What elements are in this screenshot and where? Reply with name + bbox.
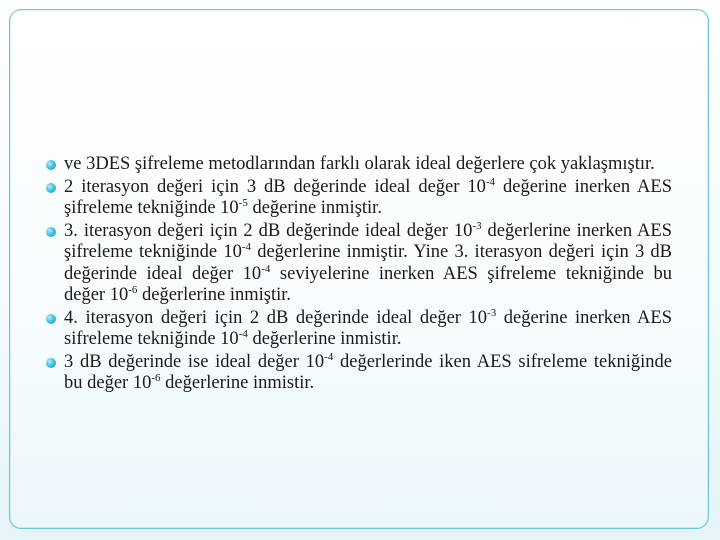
bullet-text: değerlerine inmiştir. [137,285,292,305]
bullet-item [46,308,672,351]
bullet-text: değerine inerken AES sifreleme tekniğinde 10 [64,307,672,349]
bullet-item [46,221,672,307]
exponent: -4 [261,262,271,275]
bullet-text: değerlerinde iken AES sifreleme tekniğinde bu değer 10 [64,351,672,393]
bullet-item [46,154,672,176]
bullet-dot-icon [46,183,56,193]
bullet-text: değerine inerken AES şifreleme tekniğinde 10 [64,176,672,218]
exponent: -4 [238,327,248,340]
bullet-dot-icon [46,314,56,324]
bullet-text: 2 iterasyon değeri için 3 dB değerinde ideal değer 10 [64,176,486,197]
bullet-item [46,177,672,220]
bullet-text: değerlerine inmiştir. Yine 3. iterasyon değeri için 3 dB değerinde ideal değer 10 [64,242,672,284]
exponent: -3 [487,306,497,319]
bullet-text: değerlerine inmistir. [247,329,402,349]
exponent: -4 [241,240,252,253]
bullet-list [46,154,672,395]
bullet-text: ve 3DES şifreleme metodlarından farklı olarak ideal değerlere çok yaklaşmıştır. [64,154,655,174]
exponent: -6 [128,283,138,296]
bullet-item [46,352,672,395]
bullet-text: 4. iterasyon değeri için 2 dB değerinde ideal değer 10 [64,307,488,328]
bullet-text: değerine inmiştir. [247,198,382,218]
bullet-text: 3 dB değerinde ise ideal değer 10 [64,351,325,372]
bullet-dot-icon [46,160,56,170]
exponent: -4 [485,175,496,188]
exponent: -5 [238,196,248,209]
bullet-text: 3. iterasyon değeri için 2 dB değerinde ideal değer 10 [64,220,473,241]
bullet-dot-icon [46,227,56,237]
exponent: -6 [151,371,161,384]
bullet-text: seviyelerine inerken AES şifreleme tekniğinde bu değer 10 [64,263,672,305]
bullet-dot-icon [46,358,56,368]
exponent: -3 [472,219,482,232]
slide-content [46,154,672,396]
bullet-text: değerlerine inmistir. [160,373,315,393]
exponent: -4 [324,350,334,363]
bullet-text: değerlerine inerken AES şifreleme tekniğinde 10 [64,220,672,262]
